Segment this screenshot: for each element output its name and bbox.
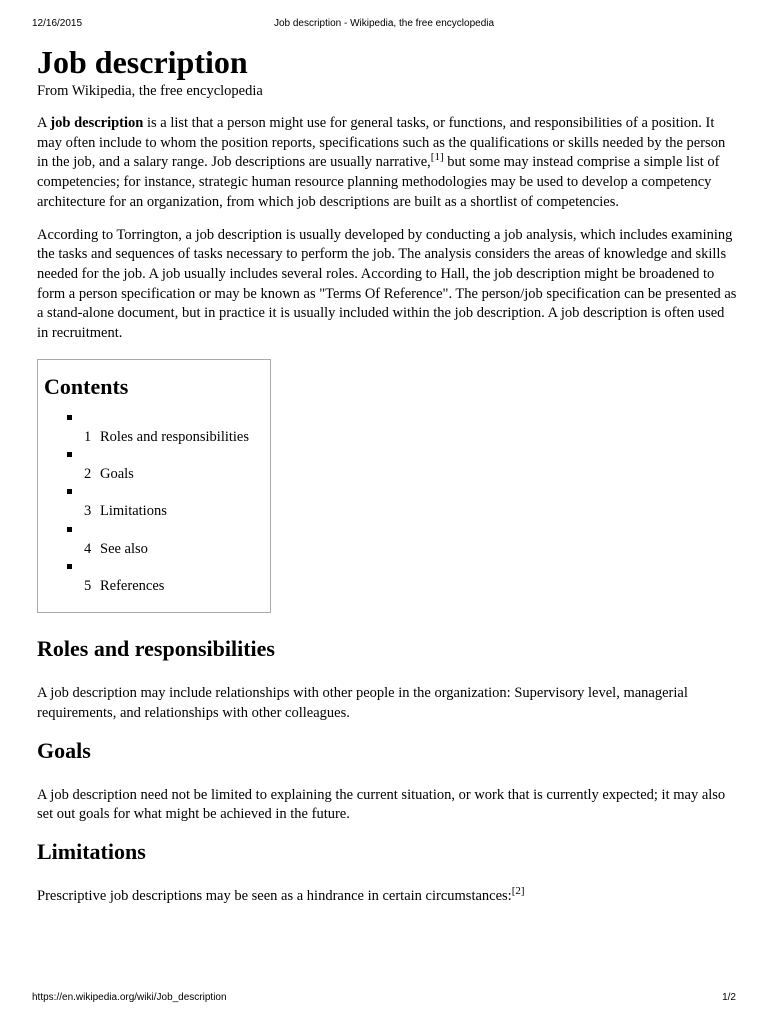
intro-text-1: is a list that a person might use for general tasks, or functions, and responsibilities of a position. It may often include to whom the position reports, specifications such as the qualifications or skills needed by the person in the job, and a salary range. Job descriptions are usually narrative, (37, 115, 726, 171)
section-heading-goals: Goals (37, 737, 91, 763)
intro-bold-term: job description (50, 115, 144, 131)
page-title: Job description (37, 44, 248, 80)
bullet-icon (67, 415, 72, 420)
page-number: 1/2 (722, 992, 736, 1003)
print-header (32, 18, 736, 32)
print-footer (32, 992, 736, 1006)
toc-title: Contents (44, 373, 129, 399)
section-heading-roles: Roles and responsibilities (37, 636, 275, 662)
intro-text-2: but some may instead comprise a simple list of competencies; for instance, strategic human resource planning methodologies may be used to develop a competency architecture for an organization, from which job descriptions are built as a shortlist of competencies. (37, 154, 720, 210)
toc-number: 2 (84, 466, 92, 483)
section-heading-limitations: Limitations (37, 839, 146, 865)
toc-label[interactable]: Goals (100, 466, 134, 483)
limitations-text: Prescriptive job descriptions may be seen as a hindrance in certain circumstances: (37, 888, 512, 905)
paragraph-2: According to Torrington, a job description is usually developed by conducting a job analysis, which includes examining the tasks and sequences of tasks necessary to perform the job. The analysis considers the areas of knowledge and skills needed for the job. A job usually includes several roles. According to Hall, the job description might be broadened to form a person specification or may be known as "Terms Of Reference". The person/job specification can be presented as a stand-alone document, but in practice it is usually included within the job description. A job description is often used in recruitment. (37, 226, 737, 342)
intro-paragraph (37, 114, 737, 213)
toc-label[interactable]: References (100, 577, 165, 594)
toc-item-limitations[interactable] (44, 484, 270, 521)
section-text-limitations (37, 887, 737, 907)
citation-link-2[interactable]: [2] (511, 885, 525, 898)
bullet-icon (67, 527, 72, 532)
toc-item-see-also[interactable] (44, 522, 270, 559)
toc-number: 1 (84, 428, 92, 445)
table-of-contents (37, 359, 271, 613)
print-page-title: Job description - Wikipedia, the free encyclopedia (273, 18, 495, 29)
bullet-icon (67, 564, 72, 569)
toc-number: 3 (84, 503, 92, 520)
toc-list (44, 410, 270, 596)
toc-label[interactable]: Limitations (100, 503, 167, 520)
bullet-icon (67, 452, 72, 457)
article-content (37, 42, 737, 920)
citation-link-1[interactable]: [1] (430, 151, 444, 164)
toc-item-references[interactable] (44, 559, 270, 596)
print-date: 12/16/2015 (32, 18, 83, 29)
intro-prefix: A (37, 115, 51, 131)
section-text-roles: A job description may include relationships with other people in the organization: Supervisory level, managerial requirements, and relationships with other colleagues. (37, 685, 688, 721)
toc-label[interactable]: See also (100, 540, 148, 557)
print-url: https://en.wikipedia.org/wiki/Job_description (32, 992, 227, 1003)
bullet-icon (67, 489, 72, 494)
toc-label[interactable]: Roles and responsibilities (100, 428, 250, 445)
toc-number: 4 (84, 540, 92, 557)
section-text-goals: A job description need not be limited to explaining the current situation, or work that is currently expected; it may also set out goals for what might be achieved in the future. (37, 786, 726, 823)
toc-item-goals[interactable] (44, 447, 270, 484)
toc-number: 5 (84, 577, 92, 594)
tagline: From Wikipedia, the free encyclopedia (37, 83, 263, 99)
toc-item-roles[interactable] (44, 410, 270, 447)
